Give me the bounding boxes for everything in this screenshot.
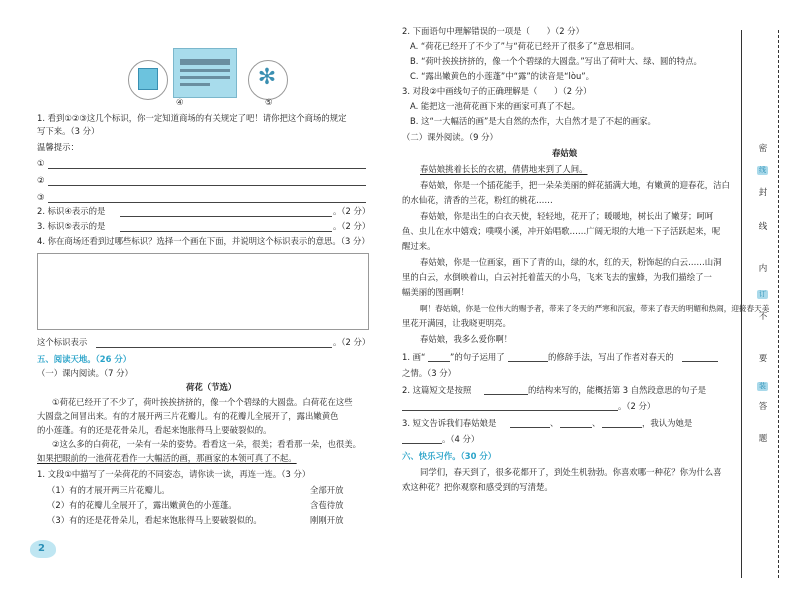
passage-p2-line2: 如果把眼前的一池荷花看作一大幅活的画，那画家的本领可真了不起。 <box>37 453 297 463</box>
answer-line-q2[interactable] <box>120 216 332 217</box>
sign-figure-4-icon <box>138 68 158 90</box>
strip-badge-1: 线 <box>759 166 766 174</box>
answer-line-q4[interactable] <box>96 347 332 348</box>
page-number: 2 <box>38 543 45 554</box>
answer-item-3-label: ③ <box>37 192 45 202</box>
passage2-s3-line3: 醒过来。 <box>402 241 436 251</box>
strip-badge-2: 订 <box>759 290 766 298</box>
extra-q2-blank-1[interactable] <box>484 394 528 395</box>
passage2-s4-line3: 幅美丽的图画啊！ <box>402 287 469 297</box>
section-6-title: 六、快乐习作。（30 分） <box>402 451 497 461</box>
question-2-score: 。（2 分） <box>333 206 371 216</box>
strip-char-2: 封 <box>758 188 768 198</box>
writing-prompt-line1: 同学们，春天到了，很多花都开了，到处生机勃勃。你喜欢哪一种花？你为什么喜 <box>420 467 722 477</box>
passage-p2-line1: ②这么多的白荷花，一朵有一朵的姿势。看看这一朵，很美；看看那一朵，也很美。 <box>52 439 362 449</box>
extra-q1-blank-2[interactable] <box>508 361 548 362</box>
strip-char-1: 密 <box>758 144 768 154</box>
passage-p1-line3: 的小莲蓬。有的还是花骨朵儿，看起来饱胀得马上要破裂似的。 <box>37 425 272 435</box>
answer-line-q3[interactable] <box>120 231 332 232</box>
extra-q1-part-b: ”的句子运用了 <box>450 352 505 362</box>
rq3-question: 3. 对段②中画线句子的正确理解是（ ）（2 分） <box>402 86 592 96</box>
passage-p1-line1: ①荷花已经开了不少了，荷叶挨挨挤挤的，像一个个碧绿的大圆盘。白荷花在这些 <box>52 397 353 407</box>
question-1-hint: 温馨提示： <box>37 142 79 152</box>
match-right-3[interactable]: 刚刚开放 <box>310 515 344 525</box>
strip-char-3: 线 <box>758 222 768 232</box>
extra-q3-blank-2[interactable] <box>560 427 592 428</box>
answer-line-1[interactable] <box>48 168 366 169</box>
extra-q2-blank-2[interactable] <box>402 410 618 411</box>
extra-q3-sep-1: 、 <box>550 418 559 428</box>
extra-q1-part-c: 的修辞手法，写出了作者对春天的 <box>548 352 674 362</box>
passage2-s5-line1: 啊！春姑娘，你是一位伟大的赐予者，带来了冬天的严寒和沉寂，带来了春天的明媚和热闹，迎接春天美 <box>420 304 770 313</box>
passage-p1-line2: 大圆盘之间冒出来。有的才展开两三片花瓣儿。有的花瓣儿全展开了，露出嫩黄色 <box>37 411 339 421</box>
match-right-1[interactable]: 全部开放 <box>310 485 344 495</box>
answer-item-1-label: ① <box>37 158 45 168</box>
subsection-2-title: （二）课外阅读。（9 分） <box>402 132 498 142</box>
binding-line-inner <box>741 30 742 578</box>
question-4-text: 4. 你在商场还看到过哪些标识？选择一个画在下面，并说明这个标识表示的意思。（3 分） <box>37 236 370 246</box>
subsection-1-title: （一）课内阅读。（7 分） <box>37 368 133 378</box>
question-4-score: 。（2 分） <box>333 337 371 347</box>
rq2-option-a[interactable]: A. “荷花已经开了不少了”与“荷花已经开了很多了”意思相同。 <box>410 41 640 51</box>
extra-q2-part-b: 的结构来写的，能概括第 3 自然段意思的句子是 <box>528 385 707 395</box>
rq3-option-b[interactable]: B. 这“一大幅活的画”是大自然的杰作，大自然才是了不起的画家。 <box>410 116 656 126</box>
passage2-s4-line1: 春姑娘，你是一位画家，画下了青的山，绿的水，红的天，粉饰起的白云……山洞 <box>420 257 722 267</box>
extra-q3-part-e: 。（4 分） <box>442 434 480 444</box>
rq2-option-c[interactable]: C. “露出嫩黄色的小莲蓬”中“露”的读音是“lòu”。 <box>410 71 594 81</box>
barcode-icon <box>174 49 236 97</box>
strip-char-7: 答 <box>758 402 768 412</box>
sign-figure-barcode <box>173 48 237 98</box>
extra-q3-sep-2: 、 <box>592 418 601 428</box>
extra-q2-part-a: 2. 这篇短文是按照 <box>402 385 472 395</box>
rq2-question: 2. 下面语句中理解错误的一项是（ ）（2 分） <box>402 26 584 36</box>
match-left-2[interactable]: （2）有的花瓣儿全展开了，露出嫩黄色的小莲蓬。 <box>47 500 237 510</box>
answer-line-2[interactable] <box>48 185 366 186</box>
question-1-line1: 1. 看到①②③这几个标识，你一定知道商场的有关规定了吧！请你把这个商场的规定 <box>37 113 347 123</box>
strip-char-4: 内 <box>758 264 768 274</box>
match-right-2[interactable]: 含苞待放 <box>310 500 344 510</box>
extra-q3-blank-4[interactable] <box>402 443 442 444</box>
rq2-option-b[interactable]: B. “荷叶挨挨挤挤的，像一个个碧绿的大圆盘。”写出了荷叶大、绿、圆的特点。 <box>410 56 702 66</box>
writing-prompt-line2: 欢这种花？把你观察和感受到的写清楚。 <box>402 482 553 492</box>
passage2-title: 春姑娘 <box>552 148 578 158</box>
extra-q1-part-d: 之情。（3 分） <box>402 368 457 378</box>
strip-char-6: 要 <box>758 354 768 364</box>
passage-title: 荷花（节选） <box>186 382 237 392</box>
extra-q1-blank-1[interactable] <box>428 361 450 362</box>
passage2-s4-line2: 里的白云，水倒映着山，白云衬托着蓝天的小鸟，飞来飞去的蜜蜂，为我们描绘了一 <box>402 272 712 282</box>
extra-q3-part-d: ，我认为她是 <box>642 418 693 428</box>
fig-label-5: ⑤ <box>265 97 273 107</box>
question-1-line2: 写下来。（3 分） <box>37 126 100 136</box>
strip-badge-3: 装 <box>759 382 766 390</box>
extra-q1-blank-3[interactable] <box>682 361 718 362</box>
question-2-text: 2. 标识④表示的是 <box>37 206 106 216</box>
drawing-box[interactable] <box>37 253 369 330</box>
strip-char-8: 题 <box>758 434 768 444</box>
snowflake-icon: ✻ <box>257 65 277 90</box>
passage2-s1: 春姑娘挑着长长的衣裙，倩倩地来到了人间。 <box>420 164 588 174</box>
passage2-s5-line2: 里花开满园，让我晓更明亮。 <box>402 318 511 328</box>
fig-label-4: ④ <box>176 97 184 107</box>
answer-line-3[interactable] <box>48 202 366 203</box>
question-3-score: 。（2 分） <box>333 221 371 231</box>
passage2-s6: 春姑娘，我多么爱你啊！ <box>420 334 513 344</box>
extra-q3-blank-1[interactable] <box>510 427 550 428</box>
answer-item-2-label: ② <box>37 175 45 185</box>
reading-question-1: 1. 文段①中描写了一朵荷花的不同姿态，请你读一读，再连一连。（3 分） <box>37 469 311 479</box>
match-left-1[interactable]: （1）有的才展开两三片花瓣儿。 <box>47 485 170 495</box>
extra-q1-part-a: 1. 画“ <box>402 352 426 362</box>
rq3-option-a[interactable]: A. 能把这一池荷花画下来的画家可真了不起。 <box>410 101 581 111</box>
extra-q2-part-c: 。（2 分） <box>618 401 656 411</box>
section-5-title: 五、阅读天地。（26 分） <box>37 354 132 364</box>
binding-line-outer <box>778 30 779 578</box>
strip-char-5: 不 <box>758 312 768 322</box>
extra-q3-blank-3[interactable] <box>602 427 642 428</box>
match-left-3[interactable]: （3）有的还是花骨朵儿，看起来饱胀得马上要破裂似的。 <box>47 515 262 525</box>
extra-q3-part-a: 3. 短文告诉我们春姑娘是 <box>402 418 497 428</box>
passage2-s2-line1: 春姑娘，你是一个插花能手，把一朵朵美丽的鲜花插满大地，有嫩黄的迎春花，洁白 <box>420 180 730 190</box>
passage2-s2-line2: 的水仙花，清香的兰花，粉红的桃花…… <box>402 195 553 205</box>
passage2-s3-line1: 春姑娘，你是出生的白衣天使，轻轻地，花开了；暖暖地，树长出了嫩芽；呵呵 <box>420 211 714 221</box>
question-4-caption: 这个标识表示 <box>37 337 88 347</box>
question-3-text: 3. 标识⑤表示的是 <box>37 221 106 231</box>
passage2-s3-line2: 鱼、虫儿在水中嬉戏；噗噗小溪，冲开始唱歌……广阔无垠的大地一下子活跃起来，呢 <box>402 226 721 236</box>
